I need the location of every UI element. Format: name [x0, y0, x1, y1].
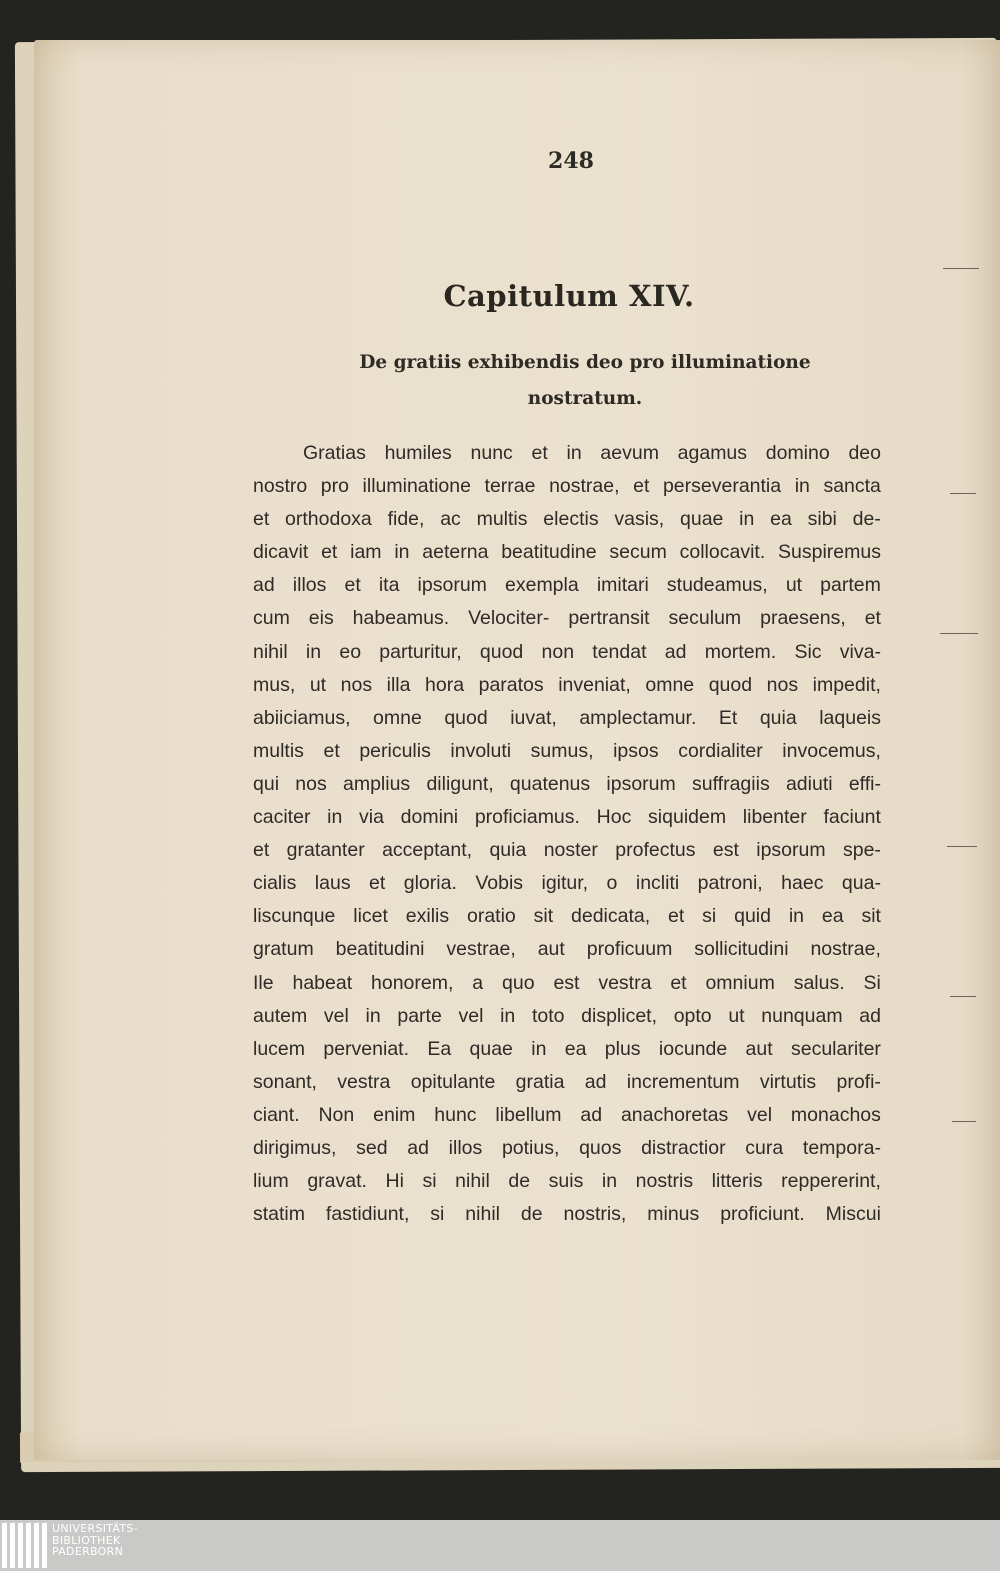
word: distractior [641, 1136, 726, 1159]
word: lium [253, 1170, 289, 1193]
word: fastidiunt, [325, 1203, 410, 1226]
word: impedit, [812, 673, 881, 696]
word: licet [353, 905, 388, 928]
word: sit [533, 905, 554, 928]
word: nostris, [563, 1203, 627, 1226]
subtitle-line: De gratiis exhibendis deo pro illuminatione [359, 352, 811, 373]
text-line [253, 1165, 881, 1198]
word: gloria. [403, 872, 457, 895]
word: via [359, 806, 384, 829]
word: Vobis [475, 872, 524, 895]
word: et [321, 541, 338, 564]
word: profi- [836, 1070, 881, 1093]
word: quod [708, 673, 753, 696]
text-line [253, 867, 881, 900]
text-line [253, 1066, 881, 1099]
word: ad [407, 1136, 429, 1159]
word: vel [323, 1004, 349, 1027]
word: est [553, 971, 580, 994]
word: tempora- [802, 1136, 881, 1159]
word: aut [745, 1037, 773, 1060]
word: libellum [495, 1103, 562, 1126]
subtitle-line: nostratum. [527, 388, 643, 409]
word: Et [718, 706, 738, 729]
text-line [253, 569, 881, 602]
word: ipsos [613, 739, 659, 762]
word: qua- [841, 872, 881, 895]
word: nunquam [761, 1004, 843, 1027]
word: patroni, [697, 872, 763, 895]
word: ea [564, 1037, 587, 1060]
word: profectus [615, 839, 696, 862]
word: in [531, 1037, 547, 1060]
word: aevum [600, 442, 659, 464]
word: proficiunt. [720, 1203, 805, 1226]
word: nihil [253, 640, 288, 663]
word: noster [543, 839, 598, 862]
word: adiuti [785, 772, 833, 795]
word: deo [848, 442, 881, 464]
word: invocemus, [782, 739, 881, 762]
word: secum [609, 541, 667, 564]
word: oratio [467, 905, 516, 928]
word: sed [356, 1136, 388, 1159]
page-number: 248 [548, 148, 594, 174]
word: aut [537, 938, 565, 961]
word: ita [378, 574, 400, 597]
text-line [253, 967, 881, 1000]
word: Suspiremus [778, 541, 881, 564]
text-line [253, 470, 881, 503]
word: ut [309, 673, 327, 696]
word: domino [765, 442, 830, 464]
word: eo [339, 640, 362, 663]
word: multis [476, 508, 528, 531]
word: nunc [470, 442, 513, 464]
text-line [253, 437, 881, 470]
word: dirigimus, [253, 1136, 337, 1159]
chapter-title: Capitulum XIV. [443, 279, 695, 313]
word: quia [759, 706, 797, 729]
word: sit [861, 905, 881, 928]
word: acceptant, [382, 839, 473, 862]
word: quae [680, 508, 724, 531]
word: in [500, 1004, 516, 1027]
word: ciant. [253, 1103, 300, 1126]
word: ac [440, 508, 461, 531]
word: in [788, 905, 805, 928]
word: quo [502, 971, 535, 994]
library-name-line: PADERBORN [52, 1545, 124, 1558]
word: parturitur, [379, 640, 462, 663]
word: beatitudine [501, 541, 597, 564]
word: multis [253, 739, 304, 762]
chapter-subtitle [300, 345, 870, 417]
word: et [253, 508, 270, 531]
word: proficiamus. [474, 806, 580, 829]
word: ad [859, 1004, 881, 1027]
word: effi- [848, 772, 881, 795]
word: quid [734, 905, 771, 928]
word: libenter [742, 806, 807, 829]
word: Hi [385, 1170, 404, 1193]
word: Non [318, 1103, 355, 1126]
word: in [739, 508, 755, 531]
word: iuvat, [510, 706, 557, 729]
word: parte [397, 1004, 442, 1027]
word: abiiciamus, [253, 706, 351, 729]
word: ut [728, 1004, 745, 1027]
word: vestrae, [446, 938, 516, 961]
word: gratum [253, 938, 314, 961]
word: liscunque [253, 905, 336, 928]
word: pro [320, 475, 349, 498]
word: Sic [794, 640, 822, 663]
word: involuti [450, 739, 512, 762]
word: o [606, 872, 618, 895]
word: sumus, [530, 739, 594, 762]
word: enim [373, 1103, 416, 1126]
text-line [253, 933, 881, 966]
word: Miscui [825, 1203, 881, 1226]
text-line [253, 1099, 881, 1132]
word: sollicitudini [694, 938, 789, 961]
word: sancta [823, 475, 881, 498]
word: ad [580, 1103, 603, 1126]
word: et [531, 442, 548, 464]
word: nos [766, 673, 799, 696]
word: beatitudini [335, 938, 425, 961]
word: virtutis [759, 1070, 817, 1093]
word: nostrae, [549, 475, 620, 498]
word: seculariter [790, 1037, 881, 1060]
word: quos [579, 1136, 622, 1159]
word: et [253, 839, 270, 862]
word: fide, [387, 508, 425, 531]
word: nostrae, [810, 938, 881, 961]
word: siquidem [648, 806, 727, 829]
word: quia [489, 839, 527, 862]
word: ipsorum [606, 772, 676, 795]
word: omne [645, 673, 695, 696]
library-logo-icon [0, 1520, 52, 1571]
word: iocunde [658, 1037, 728, 1060]
word: litteris [711, 1170, 763, 1193]
word: faciunt [823, 806, 881, 829]
word: nos [295, 772, 327, 795]
word: quatenus [509, 772, 591, 795]
word: mortem. [704, 640, 777, 663]
word: periculis [359, 739, 431, 762]
margin-mark [952, 1121, 976, 1122]
word: electis [543, 508, 599, 531]
word: diligunt, [426, 772, 494, 795]
word: pertransit [568, 607, 650, 630]
library-name-line: UNIVERSITÄTS- [52, 1522, 138, 1535]
word: ad [584, 1070, 607, 1093]
word: cialis [253, 872, 297, 895]
word: et [670, 971, 687, 994]
word: quod [444, 706, 488, 729]
word: in [394, 541, 410, 564]
word: et [369, 872, 386, 895]
word: et [668, 905, 685, 928]
word: gratia [515, 1070, 565, 1093]
word: in [327, 806, 343, 829]
word: proficuum [586, 938, 673, 961]
word: viva- [839, 640, 881, 663]
word: ut [785, 574, 803, 597]
text-line [253, 801, 881, 834]
word: nostris [635, 1170, 694, 1193]
word: lucem [253, 1037, 306, 1060]
word: laqueis [819, 706, 881, 729]
word: in [365, 1004, 381, 1027]
text-line [253, 834, 881, 867]
word: dedicata, [571, 905, 651, 928]
word: ad [253, 574, 275, 597]
word: si [702, 905, 717, 928]
word: non [541, 640, 575, 663]
word: Gratias [303, 442, 366, 464]
text-line [253, 1000, 881, 1033]
margin-mark [940, 633, 978, 634]
word: hora [425, 673, 465, 696]
word: vasis, [614, 508, 665, 531]
word: vestra [598, 971, 652, 994]
word: ipsorum [417, 574, 487, 597]
word: orthodoxa [285, 508, 372, 531]
text-line [253, 602, 881, 635]
word: mus, [253, 673, 296, 696]
word: paratos [478, 673, 544, 696]
word: nos [340, 673, 373, 696]
word: studeamus, [666, 574, 768, 597]
text-line [253, 503, 881, 536]
word: seculum [668, 607, 742, 630]
word: nihil [465, 1203, 500, 1226]
word: perveniat. [323, 1037, 409, 1060]
word: dicavit [253, 541, 309, 564]
margin-mark [950, 493, 976, 494]
word: exempla [505, 574, 579, 597]
word: Hoc [596, 806, 632, 829]
word: spe- [842, 839, 881, 862]
word: exilis [405, 905, 450, 928]
word: domini [400, 806, 459, 829]
library-footer [0, 1520, 1000, 1571]
word: plus [604, 1037, 641, 1060]
word: inveniat, [558, 673, 631, 696]
word: ipsorum [756, 839, 826, 862]
word: qui [253, 772, 280, 795]
word: quae [469, 1037, 513, 1060]
word: omnium [705, 971, 775, 994]
word: si [430, 1203, 445, 1226]
margin-mark [943, 268, 979, 269]
word: potius, [501, 1136, 560, 1159]
word: illos [292, 574, 327, 597]
word: haec [781, 872, 824, 895]
word: autem [253, 1004, 308, 1027]
word: si [422, 1170, 437, 1193]
word: illos [448, 1136, 483, 1159]
word: imitari [596, 574, 649, 597]
word: monachos [790, 1103, 881, 1126]
text-line [253, 1033, 881, 1066]
word: sibi [807, 508, 837, 531]
text-line [253, 636, 881, 669]
word: iam [350, 541, 382, 564]
word: et [864, 607, 881, 630]
word: hunc [434, 1103, 477, 1126]
word: opto [673, 1004, 712, 1027]
word: sonant, [253, 1070, 317, 1093]
library-name [52, 1523, 138, 1558]
word: vel [458, 1004, 484, 1027]
word: toto [531, 1004, 565, 1027]
word: de [508, 1170, 531, 1193]
word: Ile [253, 971, 274, 994]
word: collocavit. [679, 541, 766, 564]
text-line [253, 669, 881, 702]
word: incliti [635, 872, 680, 895]
word: vel [747, 1103, 773, 1126]
word: cum [253, 607, 290, 630]
word: agamus [677, 442, 748, 464]
word: humiles [384, 442, 452, 464]
text-line [253, 1132, 881, 1165]
word: amplius [342, 772, 411, 795]
word: displicet, [581, 1004, 658, 1027]
word: ea [821, 905, 844, 928]
word: amplectamur. [579, 706, 697, 729]
word: caciter [253, 806, 311, 829]
word: gravat. [307, 1170, 367, 1193]
word: statim [253, 1203, 306, 1226]
word: nihil [455, 1170, 490, 1193]
word: quod [479, 640, 524, 663]
word: aeterna [422, 541, 489, 564]
word: minus [647, 1203, 700, 1226]
word: honorem, [371, 971, 454, 994]
word: de [520, 1203, 543, 1226]
word: reppererint, [781, 1170, 881, 1193]
word: anachoretas [620, 1103, 729, 1126]
word: partem [820, 574, 881, 597]
word: de- [852, 508, 881, 531]
word: ad [664, 640, 687, 663]
library-name-line: BIBLIOTHEK [52, 1533, 121, 1547]
word: tendat [592, 640, 647, 663]
word: in [566, 442, 582, 464]
word: Ea [427, 1037, 452, 1060]
word: illa [386, 673, 411, 696]
word: illuminatione [362, 475, 471, 498]
word: suis [548, 1170, 584, 1193]
word: et [633, 475, 650, 498]
word: et [344, 574, 361, 597]
word: Velociter- [468, 607, 550, 630]
text-line [253, 735, 881, 768]
text-line [253, 1198, 881, 1231]
margin-mark [947, 846, 977, 847]
word: nostro [253, 475, 308, 498]
margin-mark [950, 996, 976, 997]
text-line [253, 768, 881, 801]
text-line [253, 702, 881, 735]
word: cura [745, 1136, 784, 1159]
body-paragraph [253, 437, 881, 1231]
word: et [323, 739, 340, 762]
word: gratanter [286, 839, 365, 862]
word: perseverantia [662, 475, 782, 498]
word: in [601, 1170, 618, 1193]
text-line [253, 536, 881, 569]
word: laus [314, 872, 351, 895]
word: terrae [484, 475, 536, 498]
word: cordialiter [678, 739, 763, 762]
text-line [253, 900, 881, 933]
word: incrementum [626, 1070, 740, 1093]
word: est [712, 839, 739, 862]
word: igitur, [541, 872, 589, 895]
word: habeat [292, 971, 353, 994]
word: a [472, 971, 484, 994]
word: ea [770, 508, 792, 531]
word: eis [308, 607, 334, 630]
word: vestra [337, 1070, 391, 1093]
word: omne [373, 706, 422, 729]
word: suffragiis [692, 772, 770, 795]
word: Si [863, 971, 881, 994]
word: in [305, 640, 322, 663]
word: praesens, [760, 607, 846, 630]
word: opitulante [410, 1070, 496, 1093]
word: in [794, 475, 810, 498]
word: salus. [793, 971, 845, 994]
word: habeamus. [352, 607, 450, 630]
